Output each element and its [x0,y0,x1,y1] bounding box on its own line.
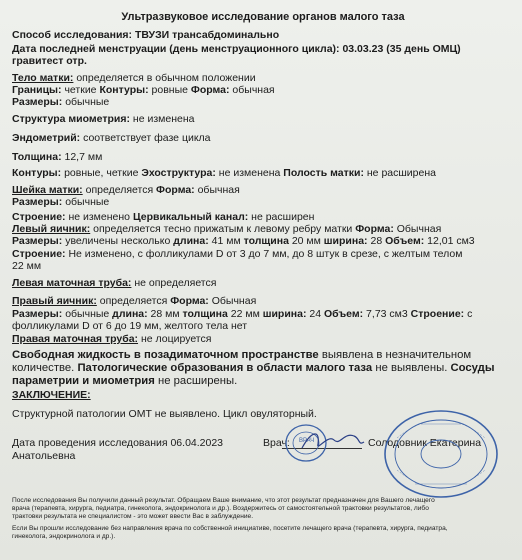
ro-shape-label: Форма: [170,295,209,307]
conclusion-text: Структурной патологии ОМТ не выявлено. Цикл овуляторный. [12,408,317,420]
right-tube-label: Правая маточная труба: [12,333,139,345]
right-tube-value: не лоцируется [138,333,212,345]
uterus-size-line [12,96,109,108]
ro-width-label: ширина: [262,308,307,320]
doctor-label: Врач: [263,437,290,449]
lo-size-label: Размеры: [12,235,63,247]
left-ovary-line [12,223,441,235]
doctor-name-line-2: Анатольевна [12,450,76,462]
lo-len-value: 41 мм [208,235,244,247]
ro-size-label: Размеры: [12,308,63,320]
contours-value: ровные [148,84,191,96]
cervix-shape-value: обычная [194,184,240,196]
free-fluid-line2-value: количестве. [12,362,78,374]
echo-value: не изменена [215,167,284,179]
cavity-label: Полость матки: [283,167,364,179]
pathology-label: Патологические образования в области малого таза [77,362,373,374]
borders-label: Границы: [12,84,62,96]
gravitest-line: гравитест отр. [12,55,87,67]
left-tube-value: не определяется [131,277,217,289]
myometrium-label: Структура миометрия: [12,113,130,125]
left-ovary-value: определяется тесно прижатым к левому ребру матки [90,223,356,235]
canal-label: Цервикальный канал: [132,211,249,223]
right-tube-line [12,333,211,345]
echo-label: Эхоструктура: [141,167,216,179]
lo-len-label: длина: [173,235,209,247]
right-ovary-structure-line-2: фолликулами D от 6 до 19 мм, желтого тела нет [12,320,248,332]
ro-vol-label: Объем: [324,308,364,320]
contours2-value: ровные, четкие [61,167,142,179]
free-fluid-line [12,349,471,361]
ro-thick-value: 22 мм [227,308,263,320]
uterus-borders-line [12,84,275,96]
cervix-shape-label: Форма: [156,184,195,196]
endometrium-contours-line [12,167,436,179]
left-ovary-shape-label: Форма: [355,223,394,235]
footer-line: После исследования Вы получили данный результат. Обращаем Ваше внимание, что этот результат предназначен для Вашего лечащего [12,497,435,504]
lo-thick-value: 20 мм [288,235,324,247]
uterus-shape-value: обычная [229,84,275,96]
lo-width-value: 28 [367,235,386,247]
endometrium-value: соответствует фазе цикла [80,132,211,144]
uterus-shape-label: Форма: [190,84,230,96]
lo-thick-label: толщина [243,235,289,247]
svg-text:ВРАЧ: ВРАЧ [299,438,315,444]
uterus-body-label: Тело матки: [12,72,74,84]
cervix-value: определяется [82,184,157,196]
uterus-size-value: обычные [62,96,110,108]
vessels-value: не расширены. [154,375,238,387]
ro-size-value: обычные [62,308,113,320]
endometrium-label: Эндометрий: [12,132,81,144]
right-ovary-size-line [12,308,472,320]
free-fluid-line-3 [12,375,237,387]
lo-size-value: увеличены несколько [62,235,174,247]
contours-label: Контуры: [99,84,149,96]
lo-struct-value: Не изменено, с фолликулами D от 3 до 7 мм, до 8 штук в срезе, с желтым телом [65,248,463,260]
left-ovary-shape-value: Обычная [393,223,442,235]
ro-thick-label: толщина [182,308,228,320]
vessels-label: Сосуды [450,362,495,374]
ro-vol-value: 7,73 см3 [363,308,411,320]
footer-line: врача (терапевта, хирурга, педиатра, гинеколога, эндокринолога и др.). Воздержитесь от самостоятельной трактовки результатов, либо [12,505,429,513]
ro-shape-value: Обычная [208,295,257,307]
myometrium-line [12,113,194,125]
thickness-line [12,151,102,163]
left-ovary-structure-line [12,248,462,260]
vessels-label-2: параметрии и миометрия [12,375,155,387]
method-value: ТВУЗИ трансабдоминально [132,29,280,41]
left-ovary-label: Левый яичник: [12,223,91,235]
lmp-label: Дата последней менструации (день менструационного цикла): [12,43,340,55]
clinic-stamp [381,408,501,500]
lmp-value: 03.03.23 (35 день ОМЦ) [339,43,461,55]
left-ovary-size-line [12,235,475,247]
thickness-value: 12,7 мм [61,151,103,163]
contours2-label: Контуры: [12,167,62,179]
right-ovary-label: Правый яичник: [12,295,97,307]
cervix-size-line [12,196,109,208]
lo-width-label: ширина: [323,235,368,247]
method-line [12,29,279,41]
cervix-struct-label: Строение: [12,211,66,223]
exam-date: Дата проведения исследования 06.04.2023 [12,437,224,449]
cervix-label: Шейка матки: [12,184,83,196]
method-label: Способ исследования: [12,29,133,41]
conclusion-label: ЗАКЛЮЧЕНИЕ: [12,389,91,401]
right-ovary-value: определяется [96,295,171,307]
pathology-value: не выявлены. [372,362,451,374]
cavity-value: не расширена [363,167,436,179]
uterus-body-value: определяется в обычном положении [73,72,256,84]
myometrium-value: не изменена [129,113,195,125]
lo-struct-label: Строение: [12,248,66,260]
footer-line: Если Вы прошли исследование без направления врача по собственной инициативе, посетите лечащего врача (терапевта, хирурга, педиатра, [12,524,448,532]
lo-vol-value: 12,01 см3 [424,235,475,247]
free-fluid-line-2 [12,362,495,374]
left-tube-line [12,277,216,289]
doctor-name: Солодовник Екатерина [368,437,482,449]
canal-value: не расширен [248,211,315,223]
handwritten-signature [298,426,368,456]
lo-vol-label: Объем: [385,235,425,247]
borders-value: четкие [61,84,100,96]
cervix-size-value: обычные [62,196,110,208]
ro-struct-value: с [464,308,473,320]
thickness-label: Толщина: [12,151,62,163]
cervix-struct-value: не изменено [65,211,133,223]
left-ovary-structure-line-2: 22 мм [12,260,42,272]
cervix-size-label: Размеры: [12,196,63,208]
ro-width-value: 24 [306,308,324,320]
lmp-line [12,43,461,55]
endometrium-line [12,132,211,144]
cervix-line [12,184,240,196]
uterus-body-line [12,72,256,84]
ro-len-value: 28 мм [147,308,183,320]
free-fluid-value: выявлена в незначительном [318,349,472,361]
left-tube-label: Левая маточная труба: [12,277,132,289]
footer-note [12,497,516,541]
free-fluid-label: Свободная жидкость в позадиматочном пространстве [12,349,319,361]
right-ovary-line [12,295,256,307]
uterus-size-label: Размеры: [12,96,63,108]
cervix-structure-line [12,211,314,223]
ro-len-label: длина: [112,308,148,320]
footer-line: трактовки результата не специалистом - это может ввести Вас в заблуждение. [12,513,254,521]
ro-struct-label: Строение: [410,308,465,320]
footer-line: гинеколога, эндокринолога и др.). [12,532,116,540]
document-title: Ультразвуковое исследование органов малого таза [121,11,405,23]
